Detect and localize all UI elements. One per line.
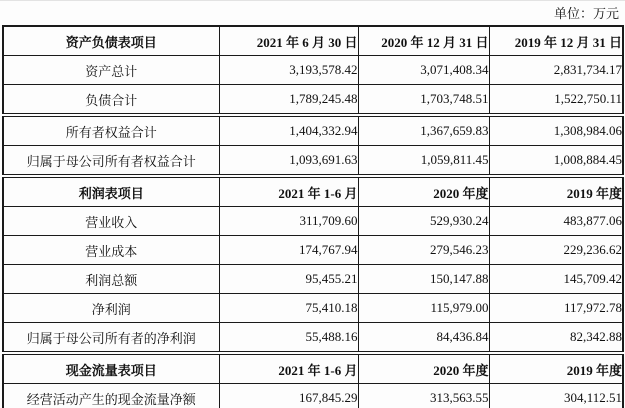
value-2019: 145,709.42	[489, 265, 623, 294]
value-2020: 1,059,811.45	[358, 146, 489, 177]
value-2021: 3,193,578.42	[219, 56, 358, 85]
value-2020: 3,071,408.34	[358, 56, 489, 85]
value-2020: 84,436.84	[358, 323, 489, 354]
section-title: 现金流量表项目	[3, 353, 219, 384]
value-2020: 1,367,659.83	[358, 115, 489, 146]
value-2019: 82,342.88	[489, 323, 623, 354]
cash-flow-header-row	[3, 353, 623, 384]
row-label: 营业收入	[3, 207, 219, 236]
column-header-2019: 2019 年 12 月 31 日	[489, 26, 623, 56]
row-label: 归属于母公司所有者的净利润	[3, 323, 219, 354]
value-2021: 174,767.94	[219, 236, 358, 265]
value-2021: 75,410.18	[219, 294, 358, 323]
table-row-operating-cost	[3, 236, 623, 265]
table-row-net-profit	[3, 294, 623, 323]
balance-sheet-header-row	[3, 26, 623, 56]
column-header-2019: 2019 年度	[489, 176, 623, 207]
column-header-2021: 2021 年 1-6 月	[219, 176, 358, 207]
value-2019: 2,831,734.17	[489, 56, 623, 85]
row-label: 净利润	[3, 294, 219, 323]
row-label: 所有者权益合计	[3, 115, 219, 146]
column-header-2020: 2020 年度	[358, 176, 489, 207]
value-2020: 150,147.88	[358, 265, 489, 294]
value-2019: 1,008,884.45	[489, 146, 623, 177]
scan-edge-line	[0, 0, 625, 1]
row-label: 营业成本	[3, 236, 219, 265]
unit-label: 单位：万元	[553, 6, 619, 21]
column-header-2021: 2021 年 6 月 30 日	[219, 26, 358, 56]
value-2021: 95,455.21	[219, 265, 358, 294]
table-row-total-profit	[3, 265, 623, 294]
value-2021: 1,404,332.94	[219, 115, 358, 146]
value-2019: 229,236.62	[489, 236, 623, 265]
row-label: 归属于母公司所有者权益合计	[3, 146, 219, 177]
column-header-2020: 2020 年度	[358, 353, 489, 384]
value-2021: 311,709.60	[219, 207, 358, 236]
value-2021: 167,845.29	[219, 384, 358, 408]
value-2021: 1,789,245.48	[219, 85, 358, 116]
value-2019: 1,522,750.11	[489, 85, 623, 116]
row-label: 资产总计	[3, 56, 219, 85]
value-2020: 529,930.24	[358, 207, 489, 236]
income-statement-header-row	[3, 176, 623, 207]
table-row-parent-net-profit	[3, 323, 623, 354]
table-row-operating-revenue	[3, 207, 623, 236]
row-label: 经营活动产生的现金流量净额	[3, 384, 219, 408]
table-row-total-assets	[3, 56, 623, 85]
value-2019: 1,308,984.06	[489, 115, 623, 146]
column-header-2019: 2019 年度	[489, 353, 623, 384]
financial-summary-table	[2, 25, 624, 408]
value-2020: 115,979.00	[358, 294, 489, 323]
column-header-2021: 2021 年 1-6 月	[219, 353, 358, 384]
table-row-parent-equity	[3, 146, 623, 177]
section-title: 资产负债表项目	[3, 26, 219, 56]
table-row-total-equity	[3, 115, 623, 146]
row-label: 利润总额	[3, 265, 219, 294]
table-row-total-liabilities	[3, 85, 623, 116]
column-header-2020: 2020 年 12 月 31 日	[358, 26, 489, 56]
value-2021: 1,093,691.63	[219, 146, 358, 177]
value-2020: 279,546.23	[358, 236, 489, 265]
value-2019: 483,877.06	[489, 207, 623, 236]
value-2020: 313,563.55	[358, 384, 489, 408]
row-label: 负债合计	[3, 85, 219, 116]
section-title: 利润表项目	[3, 176, 219, 207]
table-row-operating-cash-flow	[3, 384, 623, 408]
value-2019: 117,972.78	[489, 294, 623, 323]
value-2021: 55,488.16	[219, 323, 358, 354]
value-2019: 304,112.51	[489, 384, 623, 408]
value-2020: 1,703,748.51	[358, 85, 489, 116]
